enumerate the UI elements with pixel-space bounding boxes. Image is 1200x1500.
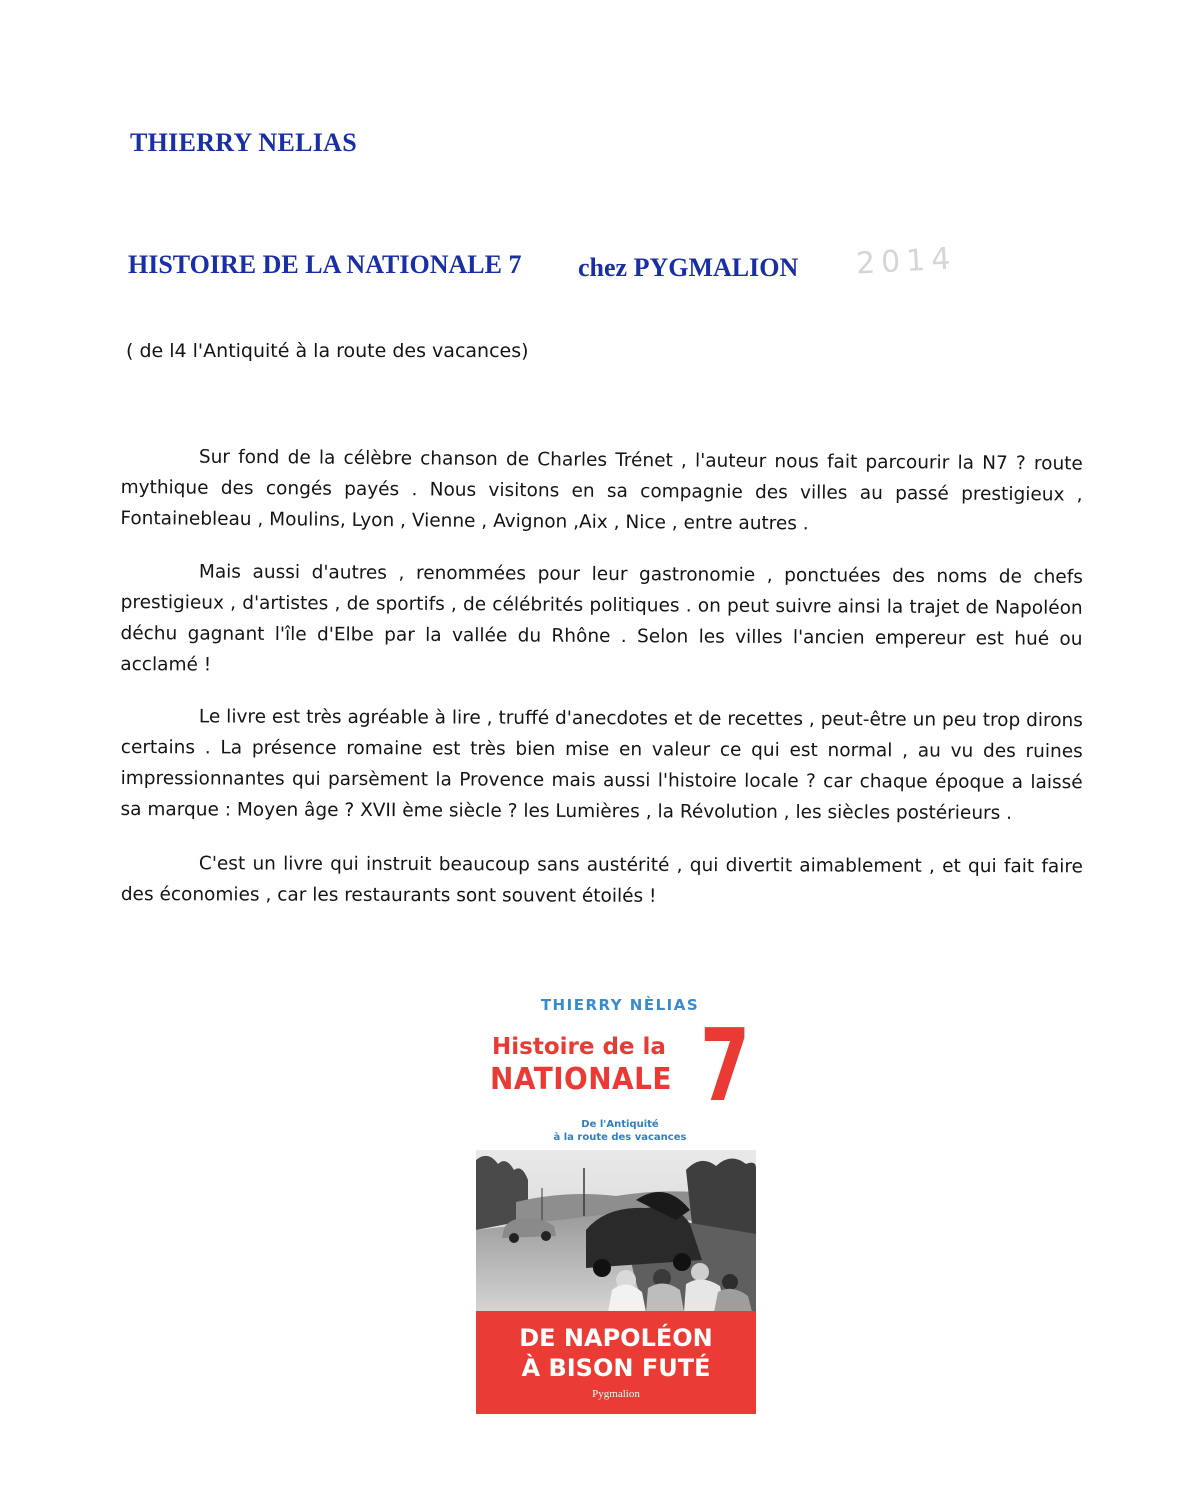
cover-tagline <box>476 1323 756 1383</box>
author-heading: THIERRY NELIAS <box>130 128 357 157</box>
book-title: HISTOIRE DE LA NATIONALE 7 <box>128 250 522 279</box>
subtitle: ( de l4 l'Antiquité à la route des vacances) <box>126 340 529 362</box>
review-paragraph-1: Sur fond de la célèbre chanson de Charles Trénet , l'auteur nous fait parcourir la N7 ? route mythique des congés payés . Nous visitons en sa compagnie des villes au passé prestigieux , Fontainebleau , Moulins, Lyon , Vienne , Avignon ,Aix , Nice , entre autres . <box>120 446 1083 535</box>
cover-subtitle-line1: De l'Antiquité <box>581 1119 659 1130</box>
book-cover <box>476 990 756 1414</box>
review-paragraph-3: Le livre est très agréable à lire , truffé d'anecdotes et de recettes , peut-être un peu trop dirons certains . La présence romaine est très bien mise en valeur ce qui est normal , au vu des ruines impressionnantes qui parsèment la Provence mais aussi l'histoire locale ? car chaque époque a laissé sa marque : Moyen âge ? XVII ème siècle ? les Lumières , la Révolution , les siècles postérieurs . <box>120 706 1083 824</box>
cover-tagline-line1: DE NAPOLÉON <box>519 1324 713 1352</box>
cover-number: 7 <box>700 1007 751 1124</box>
cover-subtitle <box>536 1118 704 1144</box>
handwritten-year: 2014 <box>855 241 958 282</box>
review-paragraph-2: Mais aussi d'autres , renommées pour leur gastronomie , ponctuées des noms de chefs prestigieux , d'artistes , de sportifs , de célébrités politiques . on peut suivre ainsi la trajet de Napoléon déchu gagnant l'île d'Elbe par la vallée du Rhône . Selon les villes l'ancien empereur est hué ou acclamé ! <box>120 561 1083 676</box>
title-line <box>128 250 799 282</box>
cover-tagline-line2: À BISON FUTÉ <box>521 1354 711 1382</box>
cover-publisher: Pygmalion <box>592 1388 640 1400</box>
cover-red-band <box>476 1311 756 1414</box>
publisher-label: chez PYGMALION <box>578 253 799 282</box>
cover-title-line2: NATIONALE <box>490 1062 672 1097</box>
cover-subtitle-line2: à la route des vacances <box>553 1132 687 1143</box>
cover-title-line1: Histoire de la <box>492 1034 666 1060</box>
cover-author: THIERRY NÈLIAS <box>540 996 700 1014</box>
cover-photo-roadside-scene <box>476 1150 756 1312</box>
review-paragraph-4: C'est un livre qui instruit beaucoup sans austérité , qui divertit aimablement , et qui fait faire des économies , car les restaurants sont souvent étoilés ! <box>120 853 1083 907</box>
